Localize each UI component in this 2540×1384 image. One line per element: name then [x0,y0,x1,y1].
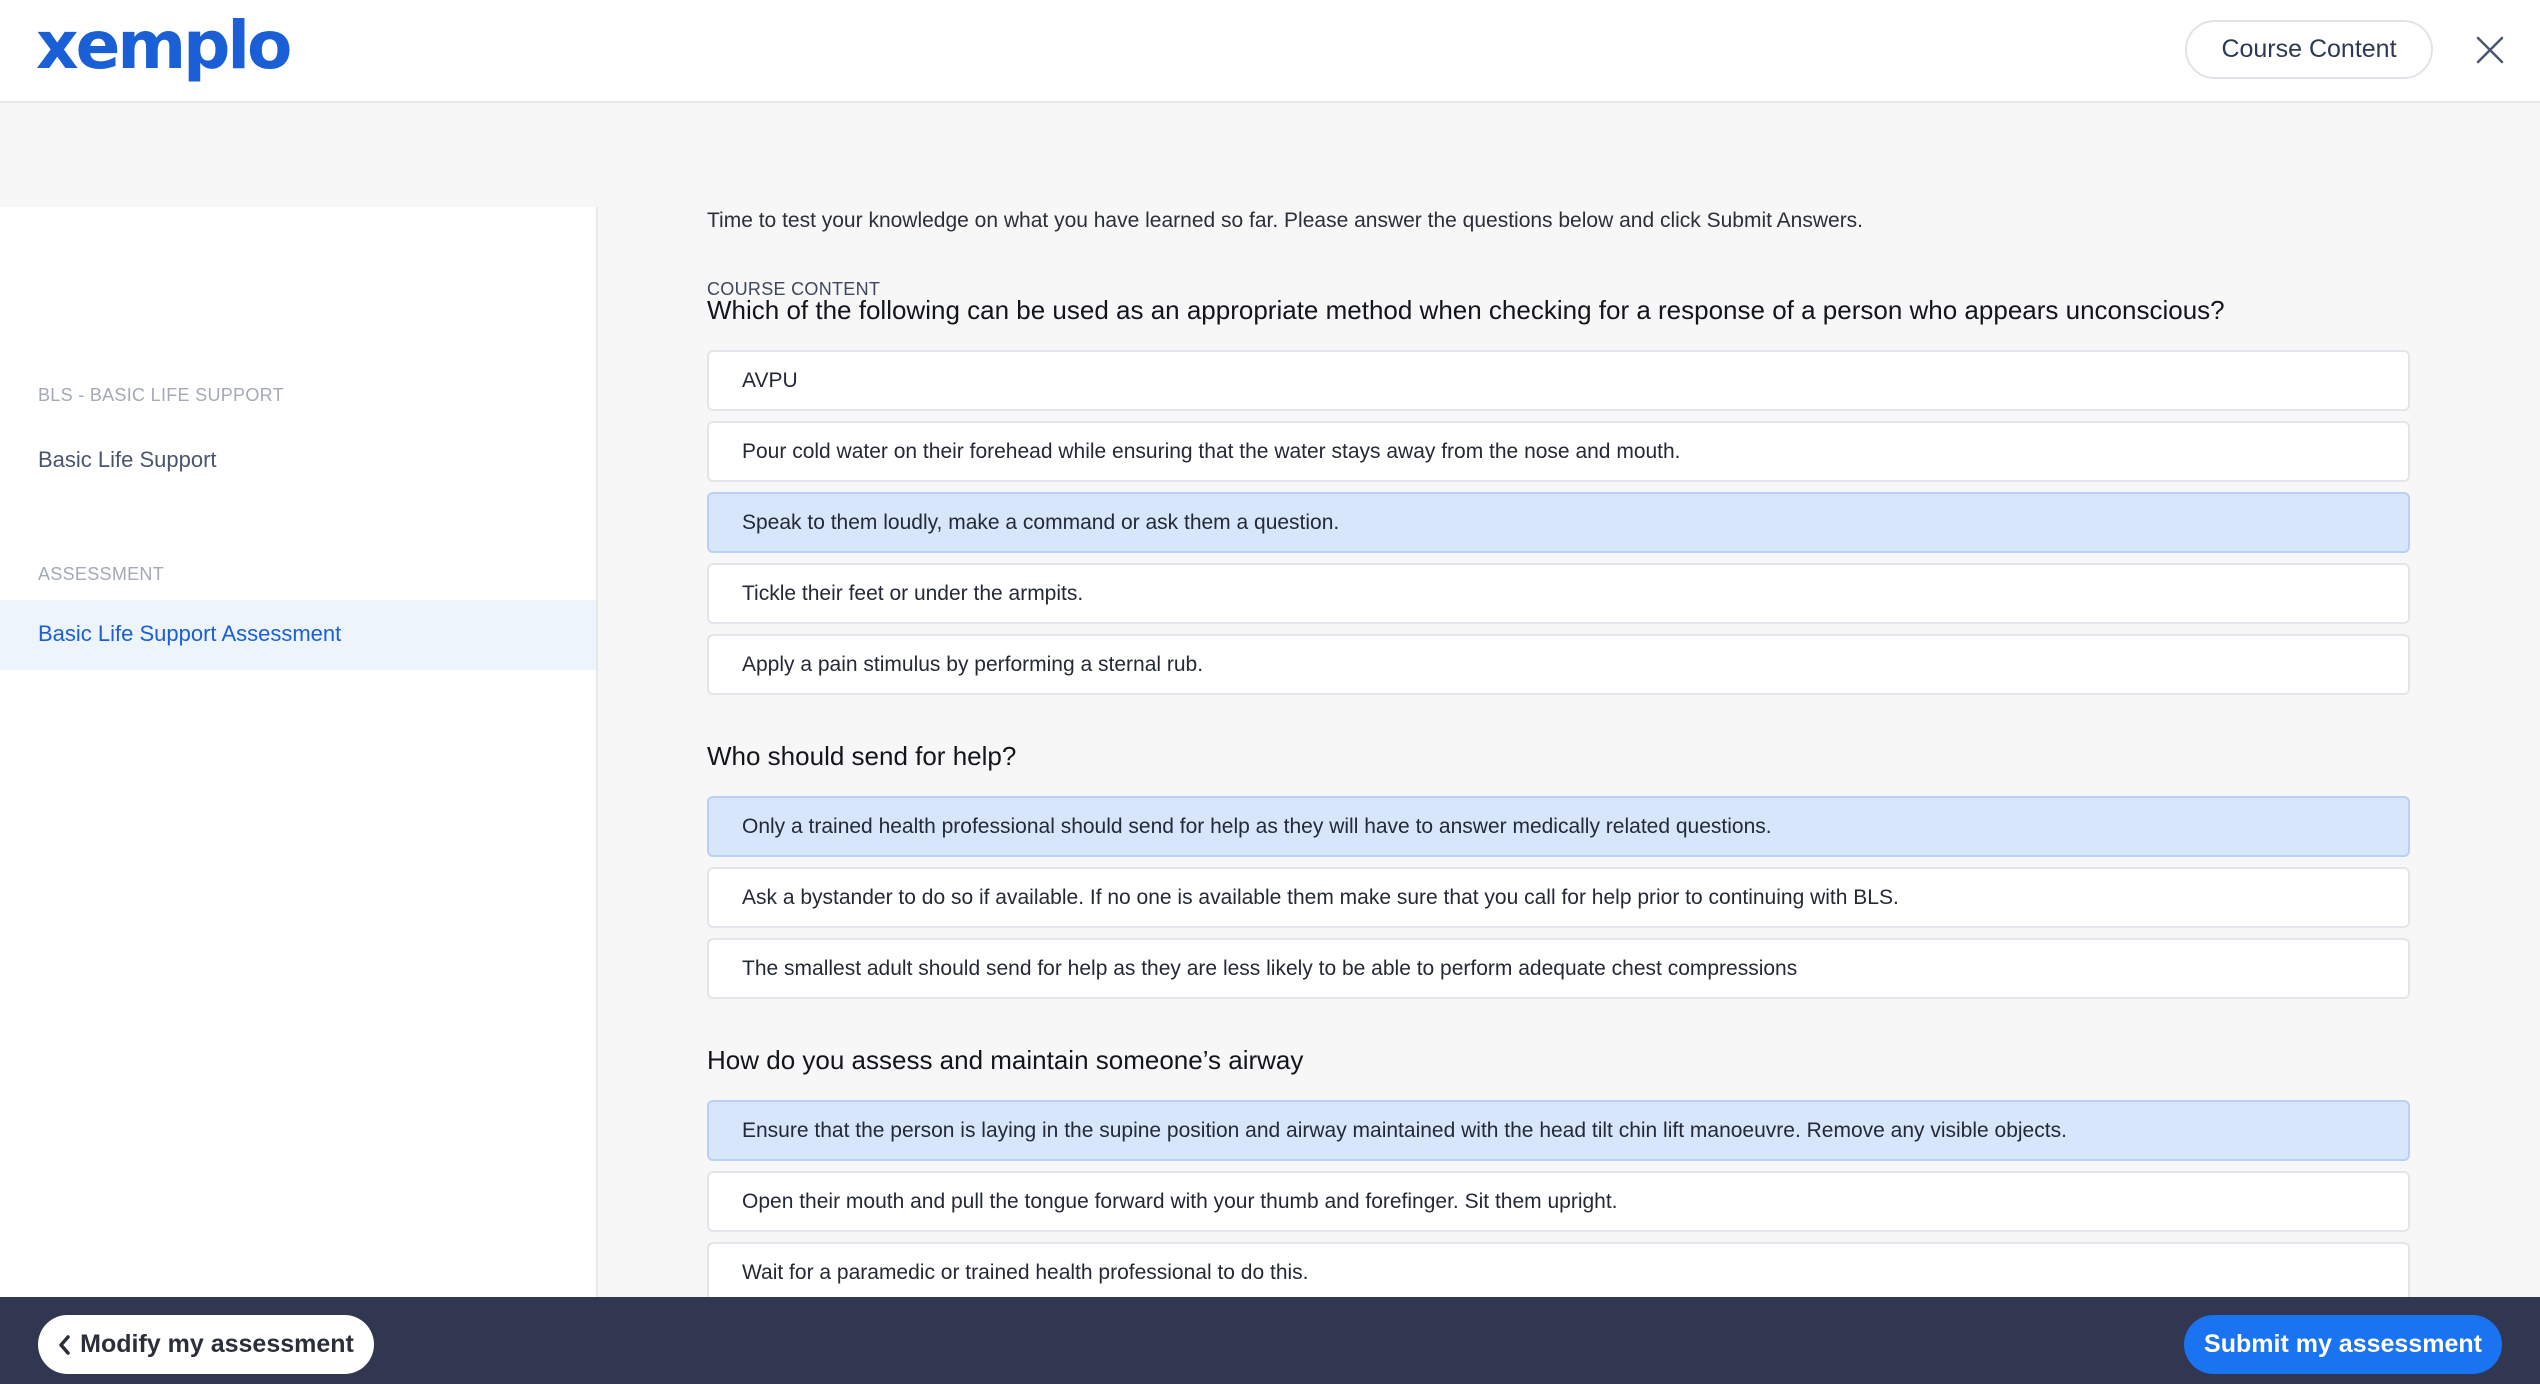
close-icon [2475,35,2505,65]
answer-option-label: Apply a pain stimulus by performing a sternal rub. [742,653,1204,676]
sidebar-heading: COURSE CONTENT [707,279,881,299]
modify-assessment-button[interactable] [38,1315,374,1374]
answer-option-label: Ensure that the person is laying in the supine position and airway maintained with the head tilt chin lift manoeuvre. Remove any visible objects. [742,1119,2067,1142]
answer-option-label: Pour cold water on their forehead while ensuring that the water stays away from the nose and mouth. [742,440,1681,463]
answer-option[interactable] [707,867,2410,928]
answer-option[interactable] [707,938,2410,999]
xemplo-logo[interactable]: xemplo [36,7,290,84]
question-2: Who should send for help? [707,741,1017,771]
answer-option-label: The smallest adult should send for help as they are less likely to be able to perform adequate chest compressions [742,957,1798,980]
answer-option-label: Wait for a paramedic or trained health professional to do this. [742,1261,1309,1284]
close-button[interactable] [2470,30,2510,70]
answer-option-label: Open their mouth and pull the tongue forward with your thumb and forefinger. Sit them upright. [742,1190,1618,1213]
answer-option[interactable] [707,1171,2410,1232]
modify-assessment-label: Modify my assessment [80,1330,354,1358]
top-header [0,0,2540,103]
answer-option-label: Only a trained health professional should send for help as they will have to answer medically related questions. [742,815,1772,838]
intro-text: Time to test your knowledge on what you have learned so far. Please answer the questions below and click Submit Answers. [707,209,1864,232]
chevron-left-icon [58,1334,72,1356]
section-title-assessment: ASSESSMENT [38,564,165,584]
question-3: How do you assess and maintain someone’s airway [707,1045,1304,1075]
answer-option-label: Ask a bystander to do so if available. If no one is available them make sure that you call for help prior to continuing with BLS. [742,886,1899,909]
answer-option-label: Tickle their feet or under the armpits. [742,582,1084,605]
answer-option[interactable] [707,634,2410,695]
answer-option[interactable] [707,563,2410,624]
answer-option-label: Speak to them loudly, make a command or ask them a question. [742,511,1340,534]
answer-option[interactable] [707,350,2410,411]
answer-option-selected[interactable] [707,796,2410,857]
answer-option-selected[interactable] [707,492,2410,553]
submit-assessment-button[interactable]: Submit my assessment [2184,1315,2502,1374]
answer-option-label: AVPU [742,369,798,392]
answer-option-selected[interactable] [707,1100,2410,1161]
answer-option[interactable] [707,421,2410,482]
course-content-button[interactable]: Course Content [2185,20,2433,79]
sidebar-item-assessment[interactable] [0,600,596,670]
sidebar-item-basic-life-support[interactable]: Basic Life Support [38,447,217,472]
question-1: Which of the following can be used as an appropriate method when checking for a response of a person who appears unconscious? [707,295,2225,325]
section-title-bls: BLS - BASIC LIFE SUPPORT [38,385,284,405]
sidebar-item-assessment-label: Basic Life Support Assessment [38,621,342,646]
footer-bar [0,1297,2540,1384]
answer-option[interactable] [707,1242,2410,1303]
